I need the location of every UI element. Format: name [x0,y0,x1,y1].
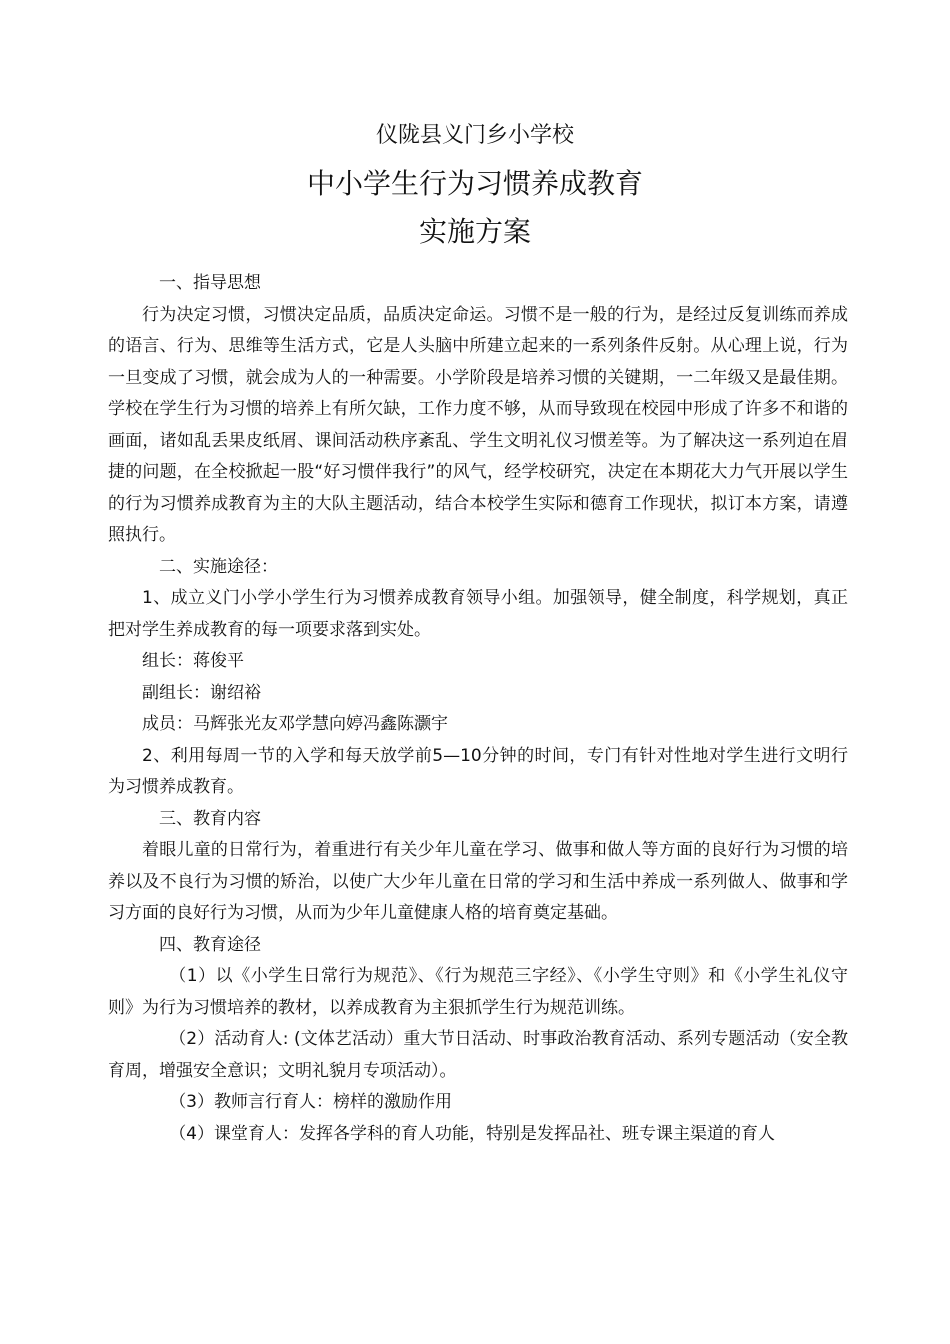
document-subtitle: 实施方案 [418,215,531,248]
paragraph-class-time: 2、利用每周一节的入学和每天放学前5—10分钟的时间，专门有针对性地对学生进行文明行为习惯养成教育。 [108,745,848,797]
paragraph-leadership-group: 1、成立义门小学小学生行为习惯养成教育领导小组。加强领导，健全制度，科学规划，真正把对学生养成教育的每一项要求落到实处。 [108,588,848,640]
group-members: 成员：马辉张光友邓学慧向婷冯鑫陈灏宇 [142,714,448,734]
group-leader: 组长：蒋俊平 [142,651,244,671]
section-heading-content: 三、教育内容 [159,808,261,829]
section-heading-approaches: 四、教育途径 [159,934,261,955]
approach-item-1: （1）以《小学生日常行为规范》、《行为规范三字经》、《小学生守则》和《小学生礼仪守则》为行为习惯培养的教材，以养成教育为主狠抓学生行为规范训练。 [108,966,848,1018]
document-title: 中小学生行为习惯养成教育 [306,167,643,200]
paragraph-content: 着眼儿童的日常行为，着重进行有关少年儿童在学习、做事和做人等方面的良好行为习惯的培养以及不良行为习惯的矫治，以使广大少年儿童在日常的学习和生活中养成一系列做人、做事和学习方面的良好行为习惯，从而为少年儿童健康人格的培育奠定基础。 [108,840,848,923]
approach-item-2: （2）活动育人: (文体艺活动）重大节日活动、时事政治教育活动、系列专题活动（安全教育周，增强安全意识；文明礼貌月专项活动）。 [108,1029,848,1081]
school-name: 仪陇县义门乡小学校 [375,123,574,148]
deputy-leader: 副组长：谢绍裕 [142,682,261,703]
document-body [108,268,848,1150]
approach-item-3: （3）教师言行育人：榜样的激励作用 [169,1092,453,1112]
section-heading-implementation: 二、实施途径： [159,556,278,577]
section-heading-guiding-ideology: 一、指导思想 [159,273,261,293]
paragraph-guiding-ideology: 行为决定习惯，习惯决定品质，品质决定命运。习惯不是一般的行为，是经过反复训练而养成的语言、行为、思维等生活方式，它是人头脑中所建立起来的一系列条件反射。从心理上说，行为一旦变成了习惯，就会成为人的一种需要。小学阶段是培养习惯的关键期，一二年级又是最佳期。学校在学生行为习惯的培养上有所欠缺，工作力度不够，从而导致现在校园中形成了许多不和谐的画面，诸如乱丢果皮纸屑、课间活动秩序紊乱、学生文明礼仪习惯差等。为了解决这一系列迫在眉捷的问题，在全校掀起一股“好习惯伴我行”的风气，经学校研究，决定在本期花大力气开展以学生的行为习惯养成教育为主的大队主题活动，结合本校学生实际和德育工作现状，拟订本方案，请遵照执行。 [108,304,848,545]
approach-item-4: （4）课堂育人：发挥各学科的育人功能，特别是发挥品社、班专课主渠道的育人 [169,1123,776,1144]
